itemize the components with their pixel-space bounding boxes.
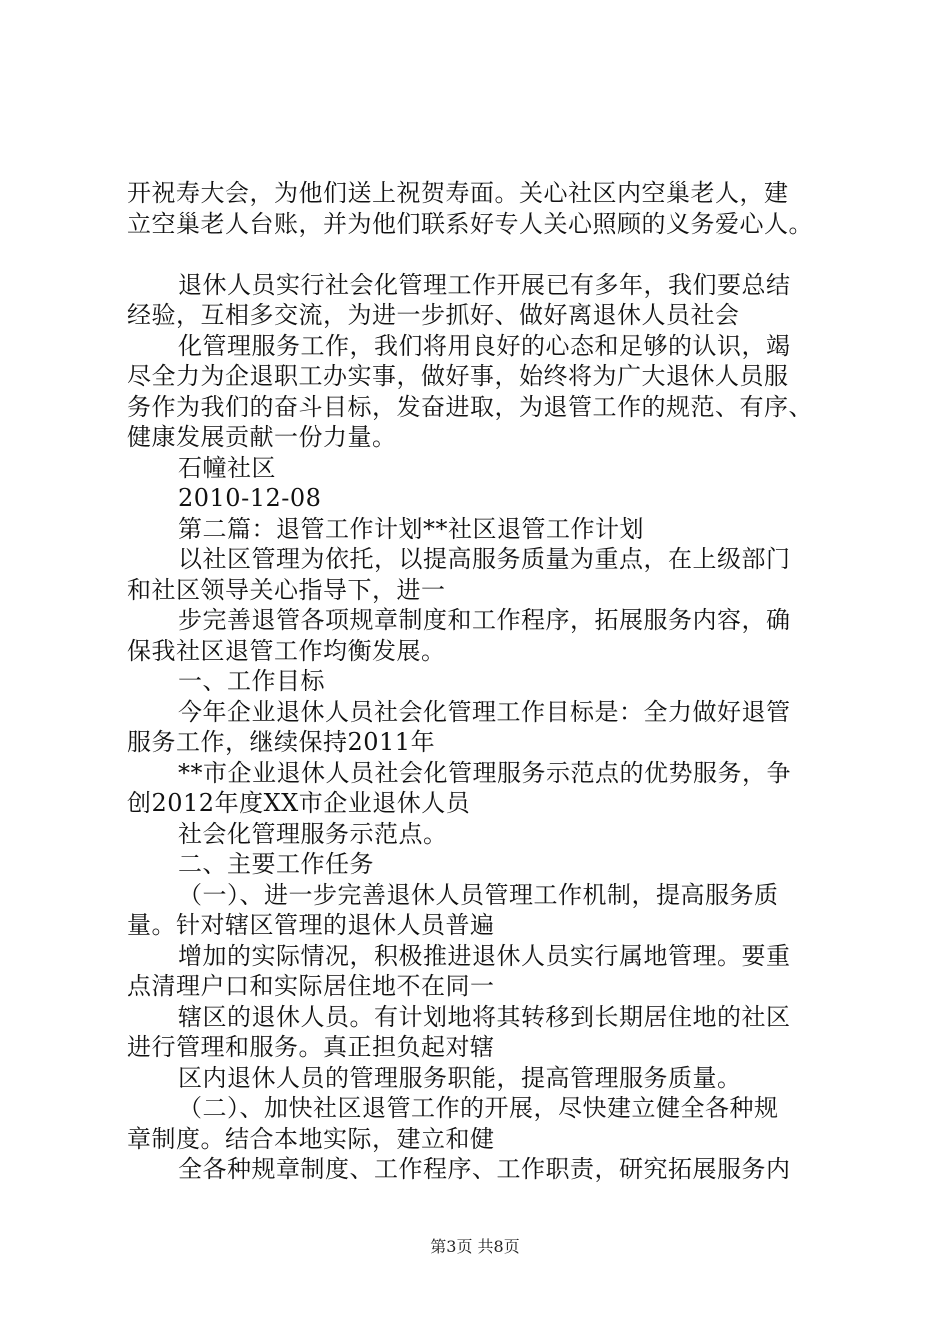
text-line: 区内退休人员的管理服务职能，提高管理服务质量。 (178, 1064, 742, 1092)
text-line: 和社区领导关心指导下，进一 (127, 576, 446, 604)
text-line: 增加的实际情况，积极推进退休人员实行属地管理。要重 (178, 942, 791, 970)
text-line: 服务工作，继续保持2011年 (127, 728, 436, 756)
text-line: 尽全力为企退职工办实事，做好事，始终将为广大退休人员服 (127, 362, 789, 390)
text-line: 开祝寿大会，为他们送上祝贺寿面。关心社区内空巢老人，建 (127, 179, 789, 207)
text-line: 点清理户口和实际居住地不在同一 (127, 972, 495, 1000)
text-line: 章制度。结合本地实际，建立和健 (127, 1125, 495, 1153)
signature-organization: 石幢社区 (178, 454, 276, 482)
text-line: 社会化管理服务示范点。 (178, 820, 448, 848)
text-line: （二）、加快社区退管工作的开展，尽快建立健全各种规 (178, 1094, 779, 1122)
text-line: 进行管理和服务。真正担负起对辖 (127, 1033, 495, 1061)
text-line: 经验，互相多交流，为进一步抓好、做好离退休人员社会 (127, 301, 740, 329)
text-line: 保我社区退管工作均衡发展。 (127, 637, 446, 665)
text-line: 量。针对辖区管理的退休人员普遍 (127, 911, 495, 939)
text-line: 退休人员实行社会化管理工作开展已有多年，我们要总结 (178, 271, 791, 299)
text-line: 辖区的退休人员。有计划地将其转移到长期居住地的社区 (178, 1003, 791, 1031)
text-line: 今年企业退休人员社会化管理工作目标是：全力做好退管 (178, 698, 791, 726)
text-line: 全各种规章制度、工作程序、工作职责，研究拓展服务内 (178, 1155, 791, 1183)
signature-date: 2010-12-08 (178, 484, 322, 512)
text-line: 务作为我们的奋斗目标，发奋进取，为退管工作的规范、有序、 (127, 393, 813, 421)
section-heading: 第二篇：退管工作计划**社区退管工作计划 (178, 515, 644, 543)
text-line: 以社区管理为依托，以提高服务质量为重点，在上级部门 (178, 545, 791, 573)
text-line: 创2012年度XX市企业退休人员 (127, 789, 471, 817)
text-line: （一）、进一步完善退休人员管理工作机制，提高服务质 (178, 881, 779, 909)
text-line: 化管理服务工作，我们将用良好的心态和足够的认识，竭 (178, 332, 791, 360)
text-line: 步完善退管各项规章制度和工作程序，拓展服务内容，确 (178, 606, 791, 634)
text-line: 健康发展贡献一份力量。 (127, 423, 397, 451)
text-line: 立空巢老人台账，并为他们联系好专人关心照顾的义务爱心人。 (127, 210, 813, 238)
subsection-heading: 一、工作目标 (178, 667, 325, 695)
text-line: **市企业退休人员社会化管理服务示范点的优势服务，争 (178, 759, 791, 787)
subsection-heading: 二、主要工作任务 (178, 850, 374, 878)
page-number-footer: 第3页 共8页 (430, 1237, 520, 1256)
